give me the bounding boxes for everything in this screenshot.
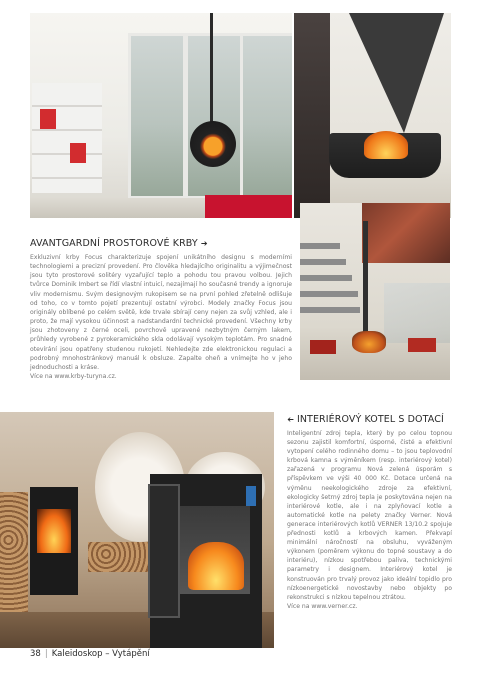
article1-body-block: [30, 253, 292, 381]
glass-railing: [384, 283, 450, 343]
arrow-left-icon: ➔: [287, 415, 294, 424]
fireplace: [352, 331, 386, 353]
stair-step: [300, 291, 358, 297]
article2-body-block: [287, 429, 452, 611]
article1-heading: [30, 238, 208, 249]
photo-hood-fireplace: [294, 13, 451, 218]
hanging-fireplace: [190, 121, 236, 167]
fireplace-flue: [210, 13, 213, 125]
photo-hanging-fireplace-living-room: [30, 13, 292, 218]
photo-stoves: [0, 412, 274, 648]
wall-shelf: [32, 83, 102, 193]
stair-step: [300, 243, 340, 249]
article2-link[interactable]: Více na www.verner.cz.: [287, 602, 358, 610]
page-footer: [30, 649, 150, 659]
article2-title: INTERIÉROVÝ KOTEL S DOTACÍ: [296, 414, 444, 425]
stove-open-interior-boiler: [150, 474, 262, 648]
stair-step: [300, 307, 360, 313]
fireplace-hood: [349, 13, 444, 133]
page-number: 38: [30, 649, 41, 659]
stove-fire: [37, 509, 71, 553]
firewood-stack: [88, 542, 148, 572]
window: [240, 33, 292, 199]
wall-painting: [362, 203, 450, 263]
arrow-right-icon: ➔: [200, 239, 208, 248]
article1-link[interactable]: Více na www.krby-turyna.cz.: [30, 373, 117, 381]
article1-title: AVANTGARDNÍ PROSTOROVÉ KRBY: [30, 238, 198, 249]
window: [185, 33, 243, 199]
footer-separator: |: [44, 649, 48, 659]
dark-wall: [294, 13, 330, 218]
section-title: Kaleidoskop – Vytápění: [51, 649, 150, 659]
firewood-stack: [0, 492, 28, 612]
red-chair: [408, 338, 436, 352]
article2-heading: [287, 414, 444, 425]
article2-body: Inteligentní zdroj tepla, který by po celou topnou sezonu zajistil komfortní, úsporné, čisté a efektivní vytopení celého rodinného domu – to jsou teplovodní krbová kamna s výměníkem (resp. interiérový kotel) zařazená v programu Nová zelená úsporám s příspěvkem ve výši 40 000 Kč. Dotace určená na výměnu neekologického zdroje za efektivní, ekologicky šetrný zdroj tepla je poskytována nejen na interiérové kotle, ale i na zplyňovací kotle a automatické kotle na pelety značky Verner. Nová generace interiérových kotlů VERNER 13/10.2 spojuje přednosti kotlů a krbových kamen. Překvapí minimální náročností na obsluhu, vyváženým výkonem (poměrem výkonu do topné soustavy a do interiéru), nízkou spotřebou paliva, technickými parametry i designem. Interiérový kotel je konstruován pro trvalý provoz jako ideální topidlo pro nízkoenergetické novostavby nebo objekty po rekonstrukci s nízkou tepelnou ztrátou.: [287, 430, 452, 601]
open-stove-door: [148, 484, 180, 618]
fireplace-flue: [363, 221, 368, 336]
boiler-fire: [188, 542, 244, 590]
window: [128, 33, 186, 199]
stove-small: [30, 487, 78, 595]
fire: [364, 131, 408, 159]
article1-body: Exkluzivní krby Focus charakterizuje spojení unikátního designu s moderními technologiemi a precizní provedení. Pro člověka hledajícího originalitu a výjimečnost jsou tyto prostorové solitéry vyzařující teplo a pohodu tou pravou volbou. Jejich tvůrce Dominik Imbert se řídí vlastní intuicí, nezajímají ho současné trendy a ignoruje vliv modernismu. Svým designovým rukopisem se na první pohled zřetelně odlišuje od toho, co v tomto pojetí prezentují ostatní výrobci. Modely značky Focus jsou originály oblíbené po celém světě, kde trvale sbírají ceny nejen za svůj vzhled, ale i proto, že mají vysokou účinnost a nadstandardní technické provedení. Všechny krby jsou zhotoveny z černé oceli, povrchově upravené nezbytným černým lakem, průhledy vyrobené z pyrokeramického skla odolávají vysokým teplotám. Pro snadné otevírání jsou opatřeny studenou rukojetí. Nehledejte zde elektronickou regulaci a podrobný mnohostránkový manuál k obsluze. Zapalte oheň a vnímejte ho v jeho jednoduchosti a kráse.: [30, 254, 292, 371]
red-rug: [205, 195, 292, 218]
red-decor: [70, 143, 86, 163]
photo-staircase-fireplace: [300, 203, 450, 380]
red-decor: [40, 109, 56, 129]
boiler-component: [246, 486, 256, 506]
red-chair: [310, 340, 336, 354]
stair-step: [300, 259, 346, 265]
stair-step: [300, 275, 352, 281]
